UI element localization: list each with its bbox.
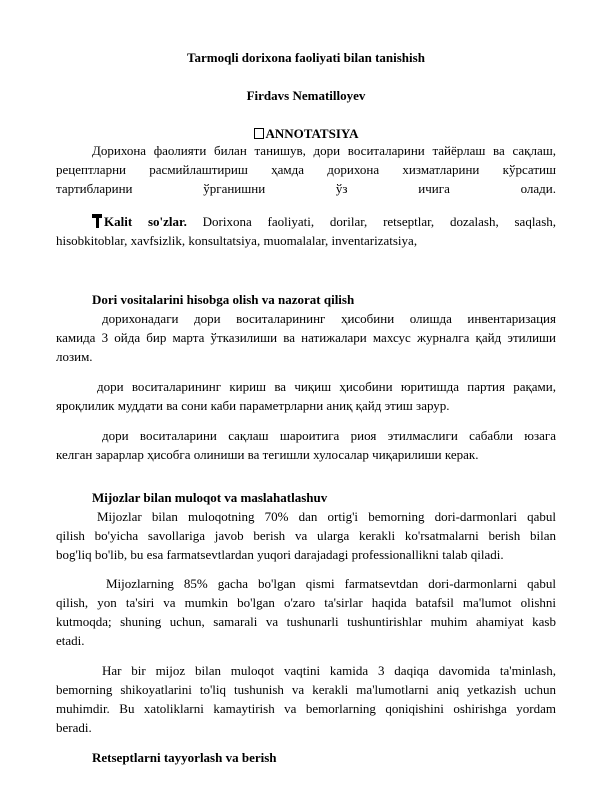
section-2-p1-line-3: bog'liq bo'lib, bu esa farmatsevtlardan yuqori darajadagi professionallikni talab qiladi. — [56, 547, 504, 562]
keywords-line-2: hisobkitoblar, xavfsizlik, konsultatsiya, muomalalar, inventarizatsiya, — [56, 233, 418, 248]
keywords-line-1 — [92, 214, 556, 230]
section-1-p2-line-2: яроқлилик муддати ва сони каби параметрларни аниқ қайд этиш зарур. — [56, 398, 450, 413]
section-1-p2-line-1: дори воситаларининг кириш ва чиқиш ҳисобини юритишда партия рақами, — [97, 379, 556, 394]
annotation-line-2: рецептларни расмийлаштириш ҳамда дорихона хизматларини кўрсатиш — [56, 162, 556, 177]
section-3-heading: Retseptlarni tayyorlash va berish — [92, 750, 277, 765]
section-2-p3-line-3: muhimdir. Bu xatoliklarni kamaytirish va bemorlarning qoniqishini oshirishga yordam — [56, 701, 556, 716]
keywords-label: Kalit so'zlar. — [104, 214, 187, 229]
section-2-p2-line-3: kutmoqda; shuning uchun, samarali va tushunarli tushuntirishlar muhim ahamiyat kasb — [56, 614, 556, 629]
annotation-line-3: тартибларини ўрганишни ўз ичига олади. — [56, 181, 556, 196]
section-2-p1-line-1: Mijozlar bilan muloqotning 70% dan ortig'i bemorning dori-darmonlari qabul — [97, 509, 556, 524]
section-2-p2-line-4: etadi. — [56, 633, 85, 648]
section-1-p1-line-2: камида 3 ойда бир марта ўтказилиши ва натижалари махсус журналга қайд этилиши — [56, 330, 556, 345]
annotation-heading: ANNOTATSIYA — [0, 126, 612, 142]
section-1-p1-line-3: лозим. — [56, 349, 93, 364]
annotation-line-1: Дорихона фаолияти билан танишув, дори воситаларини тайёрлаш ва сақлаш, — [92, 143, 556, 158]
keywords-text: Dorixona faoliyati, dorilar, retseptlar, dozalash, saqlash, — [202, 214, 557, 229]
section-2-p3-line-2: bemorning shikoyatlarini to'liq tushunish va kerakli ma'lumotlarni aniq yetkazish uchun — [56, 682, 556, 697]
section-2-p1-line-2: qilish bo'yicha savollariga javob berish va ularga kerakli ko'rsatmalarni berish bilan — [56, 528, 556, 543]
missing-glyph-icon — [254, 128, 264, 139]
section-2-p2-line-1: Mijozlarning 85% gacha bo'lgan qismi farmatsevtdan dori-darmonlarni qabul — [106, 576, 556, 591]
section-1-p1-line-1: дорихонадаги дори воситаларининг ҳисобини олишда инвентаризация — [102, 311, 556, 326]
section-1-p3-line-2: келган зарарлар ҳисобга олиниши ва тегишли хулосалар чиқарилиши керак. — [56, 447, 479, 462]
section-2-p2-line-2: qilish, yon ta'siri va mumkin bo'lgan o'zaro ta'sirlar haqida batafsil ma'lumot olishni — [56, 595, 556, 610]
section-2-heading: Mijozlar bilan muloqot va maslahatlashuv — [92, 490, 328, 505]
pushpin-icon — [92, 214, 102, 228]
document-author: Firdavs Nematilloyev — [246, 88, 366, 103]
section-1-p3-line-1: дори воситаларини сақлаш шароитига риоя этилмаслиги сабабли юзага — [102, 428, 556, 443]
section-2-p3-line-1: Har bir mijoz bilan muloqot vaqtini kamida 3 daqiqa davomida ta'minlash, — [102, 663, 556, 678]
section-1-heading: Dori vositalarini hisobga olish va nazorat qilish — [92, 292, 355, 307]
section-2-p3-line-4: beradi. — [56, 720, 92, 735]
document-title: Tarmoqli dorixona faoliyati bilan tanishish — [187, 50, 425, 65]
